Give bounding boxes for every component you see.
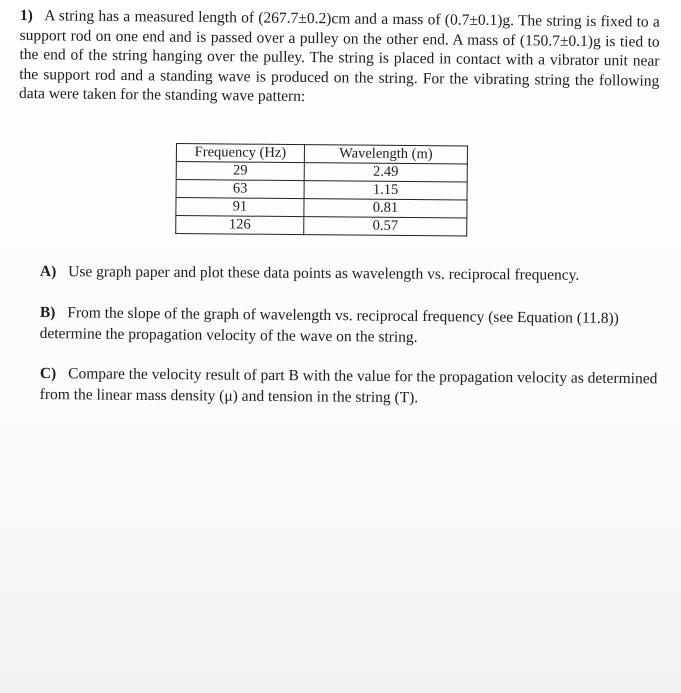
problem-statement — [19, 6, 660, 110]
table-header-row — [176, 144, 467, 165]
question-c — [40, 363, 676, 411]
wavelength-cell: 0.81 — [304, 199, 467, 218]
question-text: From the slope of the graph of wavelength vs. reciprocal frequency (see Equation (11.8)) determine the propagation velocity of the wave on the string. — [39, 304, 619, 346]
wavelength-cell: 2.49 — [304, 163, 467, 182]
question-a — [40, 261, 676, 286]
question-text: Compare the velocity result of part B with the value for the propagation velocity as determined from the linear mass density (μ) and tension in the string (T). — [39, 365, 658, 407]
column-header-wavelength: Wavelength (m) — [304, 145, 467, 164]
frequency-cell: 29 — [176, 162, 304, 181]
problem-number: 1) — [19, 6, 33, 25]
problem-intro-text: A string has a measured length of (267.7±0.2)cm and a mass of (0.7±0.1)g. The string is fixed to a support rod on one end and is passed over a pulley on the other end. A mass of (150.7±0.1)g is tied to the end of the string hanging over the pulley. The string is placed in contact with a vibrator unit near the support rod and a standing wave is produced on the string. For the vibrating string the following data were taken for the standing wave pattern: — [18, 7, 660, 105]
data-table — [175, 143, 468, 237]
frequency-cell: 63 — [176, 180, 304, 199]
wavelength-cell: 0.57 — [304, 217, 467, 236]
table-row — [176, 216, 467, 237]
question-label: A) — [39, 262, 57, 281]
frequency-cell: 91 — [176, 198, 304, 217]
question-text: Use graph paper and plot these data points as wavelength vs. reciprocal frequency. — [68, 263, 580, 284]
question-b — [40, 302, 676, 351]
problem-paragraph — [19, 6, 660, 110]
question-label: C) — [39, 364, 57, 383]
wavelength-cell: 1.15 — [304, 181, 467, 200]
question-label: B) — [39, 303, 56, 322]
frequency-cell: 126 — [176, 216, 304, 235]
column-header-frequency: Frequency (Hz) — [176, 144, 304, 163]
